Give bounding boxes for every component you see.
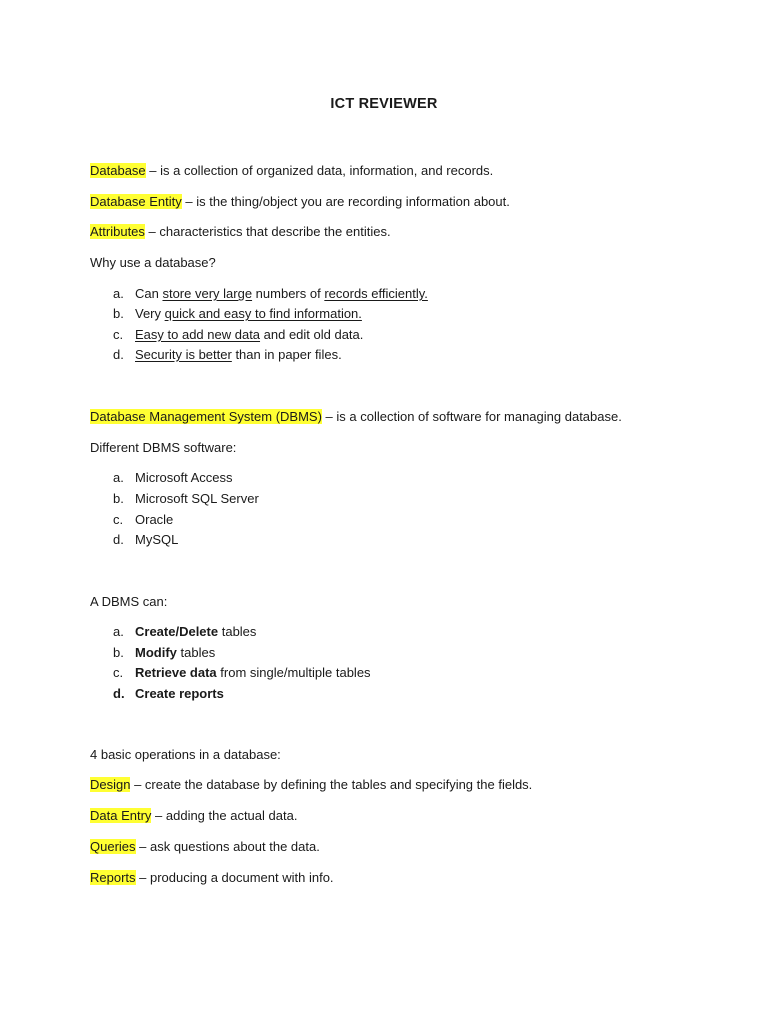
list-text: Microsoft Access bbox=[135, 470, 233, 485]
term-highlight: Data Entry bbox=[90, 808, 152, 823]
why-heading: Why use a database? bbox=[90, 255, 216, 270]
software-heading: Different DBMS software: bbox=[90, 440, 237, 455]
list-item bbox=[113, 644, 215, 662]
underlined-text: Security is better bbox=[135, 347, 232, 362]
list-item bbox=[113, 623, 256, 641]
definition-database bbox=[90, 162, 493, 180]
list-item bbox=[113, 326, 363, 344]
operation-data-entry bbox=[90, 807, 297, 825]
term-highlight: Database Management System (DBMS) bbox=[90, 409, 322, 424]
list-marker: d. bbox=[113, 347, 124, 362]
list-text: Can bbox=[135, 286, 163, 301]
bold-text: Create/Delete bbox=[135, 624, 219, 639]
list-item bbox=[113, 664, 371, 682]
list-text: from single/multiple tables bbox=[216, 665, 371, 680]
term-highlight: Database Entity bbox=[90, 194, 182, 209]
underlined-text: quick and easy to find information. bbox=[164, 306, 362, 321]
list-marker: d. bbox=[113, 532, 124, 547]
list-marker: a. bbox=[113, 624, 124, 639]
list-item bbox=[113, 285, 428, 303]
list-text: MySQL bbox=[135, 532, 179, 547]
operation-design bbox=[90, 776, 532, 794]
list-text: numbers of bbox=[252, 286, 325, 301]
term-highlight: Design bbox=[90, 777, 131, 792]
list-marker: c. bbox=[113, 512, 124, 527]
definition-dbms bbox=[90, 408, 622, 426]
term-highlight: Attributes bbox=[90, 224, 145, 239]
dbms-can-heading: A DBMS can: bbox=[90, 594, 168, 609]
definition-text: – ask questions about the data. bbox=[135, 839, 320, 854]
list-text: than in paper files. bbox=[231, 347, 342, 362]
term-highlight: Queries bbox=[90, 839, 136, 854]
list-marker: c. bbox=[113, 327, 124, 342]
operation-queries bbox=[90, 838, 320, 856]
list-item bbox=[113, 346, 342, 364]
list-marker: a. bbox=[113, 286, 124, 301]
underlined-text: records efficiently. bbox=[324, 286, 428, 301]
underlined-text: Easy to add new data bbox=[135, 327, 261, 342]
list-text: and edit old data. bbox=[260, 327, 364, 342]
term-highlight: Reports bbox=[90, 870, 136, 885]
bold-text: Create reports bbox=[135, 686, 224, 701]
list-text: Oracle bbox=[135, 512, 174, 527]
definition-database-entity bbox=[90, 193, 510, 211]
definition-text: – characteristics that describe the entities. bbox=[144, 224, 391, 239]
list-text: tables bbox=[176, 645, 216, 660]
list-text: Microsoft SQL Server bbox=[135, 491, 259, 506]
definition-text: – is a collection of software for managing database. bbox=[321, 409, 622, 424]
definition-text: – producing a document with info. bbox=[135, 870, 334, 885]
bold-text: Retrieve data bbox=[135, 665, 217, 680]
list-item bbox=[113, 685, 224, 703]
definition-attributes bbox=[90, 223, 391, 241]
list-text: Very bbox=[135, 306, 165, 321]
list-marker: b. bbox=[113, 645, 124, 660]
list-item bbox=[113, 531, 178, 549]
list-text: tables bbox=[218, 624, 257, 639]
underlined-text: store very large bbox=[162, 286, 253, 301]
definition-text: – is a collection of organized data, information, and records. bbox=[145, 163, 494, 178]
list-item bbox=[113, 511, 173, 529]
list-marker: c. bbox=[113, 665, 124, 680]
operations-heading: 4 basic operations in a database: bbox=[90, 747, 281, 762]
document-title: ICT REVIEWER bbox=[330, 96, 438, 112]
definition-text: – create the database by defining the tables and specifying the fields. bbox=[130, 777, 533, 792]
list-item bbox=[113, 469, 233, 487]
list-marker: a. bbox=[113, 470, 124, 485]
list-marker: b. bbox=[113, 491, 124, 506]
operation-reports bbox=[90, 869, 334, 887]
term-highlight: Database bbox=[90, 163, 146, 178]
bold-text: Modify bbox=[135, 645, 177, 660]
definition-text: – adding the actual data. bbox=[151, 808, 298, 823]
list-marker: b. bbox=[113, 306, 124, 321]
list-item bbox=[113, 490, 259, 508]
list-item bbox=[113, 305, 362, 323]
definition-text: – is the thing/object you are recording information about. bbox=[181, 194, 510, 209]
list-marker: d. bbox=[113, 686, 125, 701]
